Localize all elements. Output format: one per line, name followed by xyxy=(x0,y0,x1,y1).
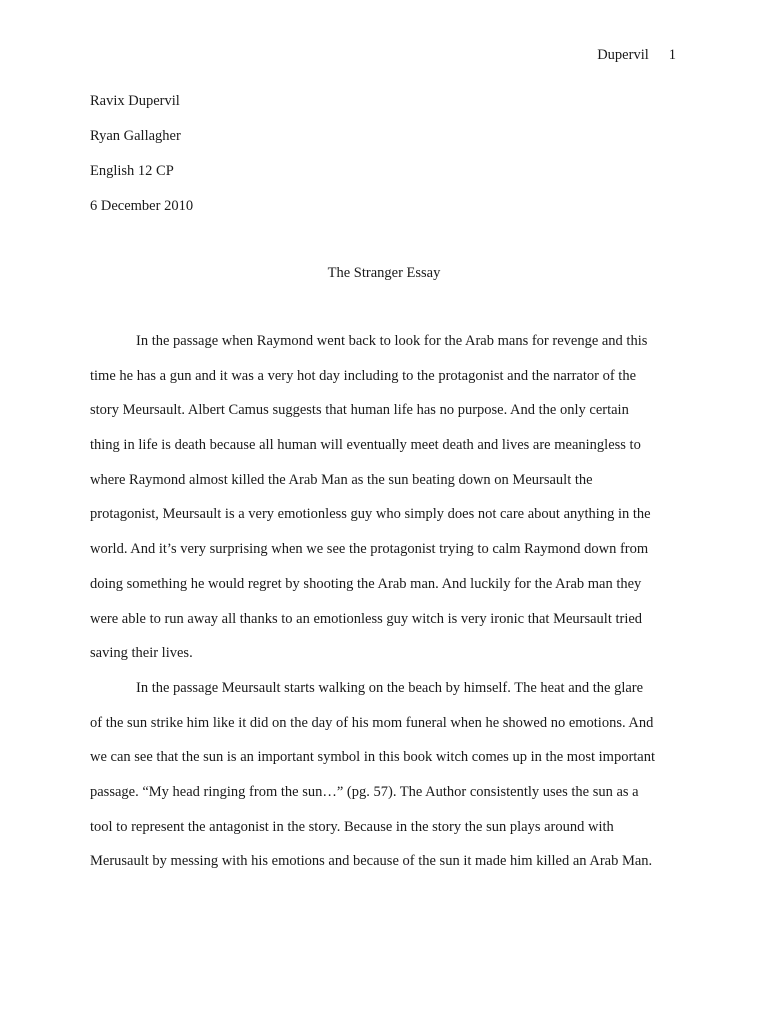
paragraph-line: passage. “My head ringing from the sun…” (pg. 57). The Author consistently uses the sun as a xyxy=(90,783,639,800)
paragraph-line: where Raymond almost killed the Arab Man as the sun beating down on Meursault the xyxy=(90,471,593,488)
paragraph-line: In the passage Meursault starts walking on the beach by himself. The heat and the glare xyxy=(136,679,644,696)
paragraph-line: world. And it’s very surprising when we see the protagonist trying to calm Raymond down from xyxy=(90,541,649,558)
paragraph-line: In the passage when Raymond went back to look for the Arab mans for revenge and this xyxy=(136,333,648,349)
course-name: English 12 CP xyxy=(90,163,174,179)
paragraph-line: protagonist, Meursault is a very emotionless guy who simply does not care about anything in the xyxy=(90,506,651,523)
essay-body xyxy=(90,330,680,885)
paragraph-2 xyxy=(90,677,680,885)
essay-title: The Stranger Essay xyxy=(327,265,441,281)
paragraph-line: saving their lives. xyxy=(90,645,193,662)
paragraph-line: thing in life is death because all human will eventually meet death and lives are meaningless to xyxy=(90,437,641,454)
paragraph-1 xyxy=(90,330,680,677)
paragraph-line: doing something he would regret by shooting the Arab man. And luckily for the Arab man they xyxy=(90,575,642,592)
running-header xyxy=(597,44,676,66)
paragraph-line: Merusault by messing with his emotions and because of the sun it made him killed an Arab Man. xyxy=(90,853,653,870)
mla-heading xyxy=(90,90,690,230)
page-number: 1 xyxy=(668,47,676,63)
essay-date: 6 December 2010 xyxy=(90,198,194,214)
paragraph-line: were able to run away all thanks to an emotionless guy witch is very ironic that Meursault tried xyxy=(90,610,643,627)
paragraph-line: story Meursault. Albert Camus suggests that human life has no purpose. And the only certain xyxy=(90,402,629,419)
paragraph-line: of the sun strike him like it did on the day of his mom funeral when he showed no emotions. And xyxy=(90,714,654,731)
header-surname: Dupervil xyxy=(597,47,649,63)
paragraph-line: time he has a gun and it was a very hot day including to the protagonist and the narrator of the xyxy=(90,367,637,384)
student-name: Ravix Dupervil xyxy=(90,93,180,109)
paragraph-line: tool to represent the antagonist in the story. Because in the story the sun plays around with xyxy=(90,818,614,835)
paragraph-line: we can see that the sun is an important symbol in this book witch comes up in the most important xyxy=(90,749,656,766)
instructor-name: Ryan Gallagher xyxy=(90,128,181,144)
